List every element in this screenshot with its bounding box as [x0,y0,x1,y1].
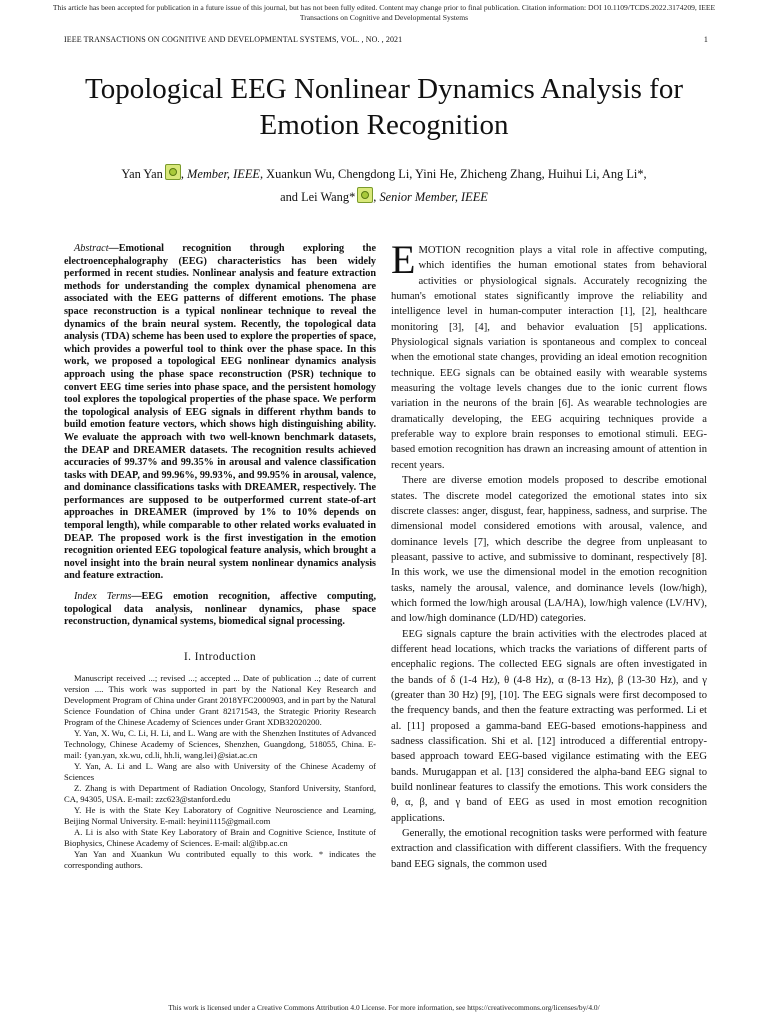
footnote: Y. Yan, A. Li and L. Wang are also with University of the Chinese Academy of Sciences [64,761,376,783]
title-line-2: Emotion Recognition [259,109,509,141]
footnote: Y. Yan, X. Wu, C. Li, H. Li, and L. Wang are with the Shenzhen Institutes of Advanced Technology, Chinese Academy of Sciences, Shenzhen, Guangdong, 518055, China. E-mail: {yan.yan, xk.wu, cd.li, hh.li, wang.lei}@siat.ac.cn [64,728,376,761]
index-terms-text: —EEG emotion recognition, affective computing, topological data analysis, nonlinear dynamics, phase space reconstruction, dynamical systems, biomedical signal processing. [64,591,376,628]
abstract [64,243,376,583]
footnote: Y. He is with the State Key Laboratory of Cognitive Neuroscience and Learning, Beijing Normal University. E-mail: heyini1115@gmail.com [64,805,376,827]
intro-paragraph-2: There are diverse emotion models proposed to describe emotional states. The discrete model categorized the emotional states into six discrete classes: anger, disgust, fear, happiness, sadness, and surprise. The dimensional model considered emotions with arousal, valence, and dominance levels [7], which describe the degree from unpleasant to pleasant, passive to active, and submissive to dominant, respectively [8]. In this work, we use the dimensional model in the emotion recognition tasks, namely the arousal, valence, and dominance levels (low/high), which formed the low/high arousal (LA/HA), low/high valence (LV/HV), and low/high dominance (LD/HD) categories. [391,475,707,625]
orcid-icon[interactable] [165,164,181,180]
paper-title [40,71,728,143]
intro-paragraph-1 [391,237,707,473]
index-terms [64,591,376,629]
footnote: Manuscript received ...; revised ...; accepted ... Date of publication ..; date of current version .... This work was supported in part by the National Key Research and Development Program of China under Grant 2018YFC2000903, and in part by the Natural Science Foundation of China under Grant 82171543, the Strategic Priority Research Program of the Chinese Academy of Sciences under Grant XDB32020200. [64,673,376,728]
journal-name: IEEE TRANSACTIONS ON COGNITIVE AND DEVELOPMENTAL SYSTEMS, VOL. , NO. , 2021 [64,35,403,44]
author-others: Xuankun Wu, Chengdong Li, Yini He, Zhicheng Zhang, Huihui Li, Ang Li*, [266,167,647,181]
drop-cap: E [391,237,416,282]
page-number: 1 [703,35,708,44]
footnotes [64,673,376,871]
running-head [64,35,708,44]
author-list [40,163,728,209]
intro-paragraph-3: EEG signals capture the brain activities with the electrodes placed at different head locations, which tracks the variations of different parts of encephalic regions. The collected EEG signals are often investigated in the bands of δ (1-4 Hz), θ (4-8 Hz), α (8-13 Hz), β (13-30 Hz), and γ (greater than 30 Hz) [9], [10]. The EEG signals were first decomposed to the frequency bands, and then the feature extracting was performed. Li et al. [11] proposed a gamma-band EEG-based emotions-happiness and sadness classification. Shi et al. [12] introduced a differential entropy-based approach toward EEG-based vigilance estimating with the EEG bands. Murugappan et al. [13] considered the alpha-band EEG signal to build nonlinear features to classify the emotions. This work considers the θ, α, β, and γ band of EEG as used in most emotion recognition applications. [391,628,707,824]
footnote: A. Li is also with State Key Laboratory of Brain and Cognitive Science, Institute of Biophysics, Chinese Academy of Sciences. E-mail: al@ibp.ac.cn [64,827,376,849]
license-footer: This work is licensed under a Creative Commons Attribution 4.0 License. For more information, see https://creativecommons.org/licenses/by/4.0/ [168,1003,600,1012]
banner-line-1: This article has been accepted for publication in a future issue of this journal, but has not been fully edited. Content may change prior to final publication. Citation information: DOI 10.1109/TCDS.2022.3174209, IEEE [52,3,716,12]
title-line-1: Topological EEG Nonlinear Dynamics Analysis for [85,73,683,105]
author-first: Yan Yan [121,167,163,181]
intro-paragraph-1-text: MOTION recognition plays a vital role in affective computing, which identifies the human emotional states from behavioral activities or physiological signals. Accurately recognizing the human's emotional states significantly improve the reliability and intelligence level in human-computer interaction [1], [2], healthcare monitoring [3], [4], and behavior evaluation [5] applications. Physiological signals variation is spontaneous and complex to conceal when the emotional state changes, providing an ideal emotion recognition technique. EEG signals can be obtained easily with wearable systems measuring the voltage levels changes due to the ionic current flows variation in the neurons of the brain [6]. As wearable technologies are dramatically developing, the EEG acquiring techniques provide a preferable way to explore brain responses to emotional stimuli. EEG-based emotion recognition has drawn an increasing amount of attention in recent years. [391,245,707,471]
author-line-1: Yan Yan , Member, IEEE, Xuankun Wu, Chengdong Li, Yini He, Zhicheng Zhang, Huihui Li, Ang Li*, [40,163,728,186]
section-heading-introduction: I. Introduction [183,650,257,663]
author-line-2: and Lei Wang* , Senior Member, IEEE [40,186,728,209]
publication-banner [20,3,748,23]
right-column [391,237,707,872]
index-terms-lead: Index Terms [74,591,132,603]
abstract-text: —Emotional recognition through exploring the electroencephalography (EEG) characteristics has been widely performed in recent studies. Nonlinear analysis and feature extraction methods for understanding the complex dynamical phenomena are associated with the EEG patterns of different emotions. The phase space reconstruction is a typical nonlinear technique to reveal the dynamics of the brain neural system. Recently, the topological data analysis (TDA) scheme has been used to explore the properties of space, which provides a powerful tool to think over the phase space. In this work, we proposed a topological EEG nonlinear dynamics analysis approach using the phase space reconstruction (PSR) technique to convert EEG time series into phase space, and the persistent homology tool explores the topological properties of the phase space. We perform the topological analysis of EEG signals in different rhythm bands to build emotion feature vectors, which shows high distinguishing ability. We evaluate the approach with two well-known benchmark datasets, the DEAP and DREAMER datasets. The recognition results achieved accuracies of 99.37% and 99.35% in arousal and valence classification tasks with DEAP, and 99.96%, 99.93%, and 99.95% in arousal, valence, and dominance classifications tasks with DREAMER, respectively. The performances are supposed to be outperformed current state-of-art approaches in DREAMER (improved by 1% to 10% depends on temporal length), while comparable to other related works evaluated in DEAP. The proposed work is the first investigation in the emotion recognition oriented EEG topological feature analysis, which brought a novel insight into the brain neural system nonlinear dynamics analysis and feature extraction. [64,243,376,582]
author-last: and Lei Wang* [280,190,356,204]
footnote: Yan Yan and Xuankun Wu contributed equally to this work. * indicates the corresponding authors. [64,849,376,871]
abstract-lead: Abstract [74,243,109,254]
orcid-icon[interactable] [357,187,373,203]
abstract-paragraph [64,243,376,583]
intro-paragraph-4: Generally, the emotional recognition tasks were performed with feature extraction and classification with different classifiers. With the frequency band EEG signals, the common used [391,828,707,870]
footnote: Z. Zhang is with Department of Radiation Oncology, Stanford University, Stanford, CA, 94305, USA. E-mail: zzc623@stanford.edu [64,783,376,805]
left-column [64,243,376,871]
author-last-role: Senior Member, IEEE [379,190,488,204]
banner-line-2: Transactions on Cognitive and Developmental Systems [299,13,469,22]
author-first-role: Member, IEEE, [187,167,264,181]
